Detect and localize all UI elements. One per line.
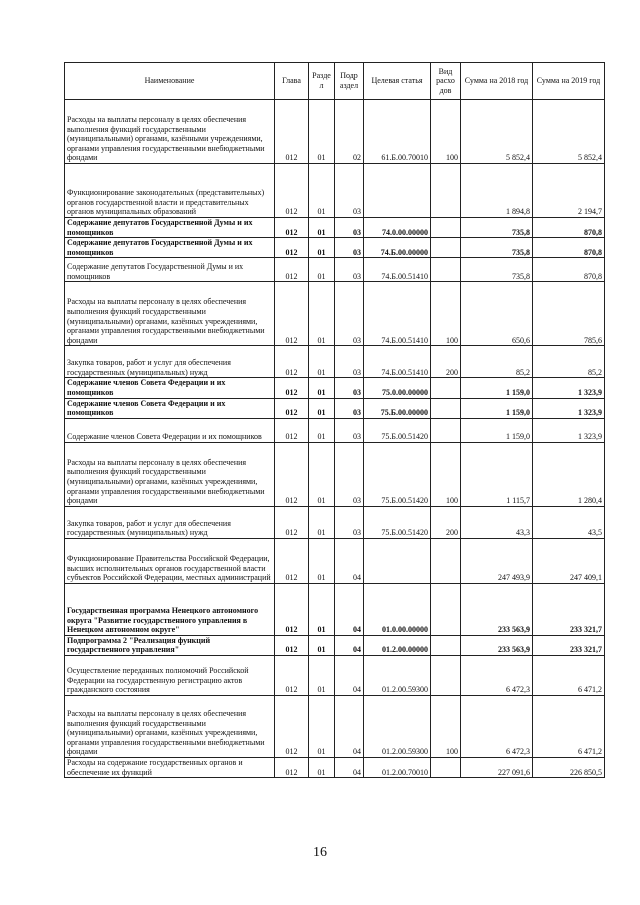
cell-podrazdel: 03 [335,398,364,418]
table-row [65,655,605,695]
cell-name: Содержание членов Совета Федерации и их помощников [65,378,275,398]
cell-name: Государственная программа Ненецкого автономного округа "Развитие государственного управления в Ненецком автономном округе" [65,583,275,635]
cell-razdel: 01 [309,218,335,238]
cell-sum-2019: 785,6 [533,282,605,346]
header-razdel: Разде л [309,63,335,100]
header-podrazdel: Подр аздел [335,63,364,100]
cell-sum-2019: 43,5 [533,506,605,538]
table-row [65,538,605,583]
header-glava: Глава [275,63,309,100]
header-sum-2019: Сумма на 2019 год [533,63,605,100]
cell-sum-2018: 247 493,9 [461,538,533,583]
cell-razdel: 01 [309,398,335,418]
table-row [65,506,605,538]
cell-name: Подпрограмма 2 "Реализация функций государственного управления" [65,635,275,655]
cell-razdel: 01 [309,346,335,378]
cell-glava: 012 [275,695,309,757]
table-row [65,282,605,346]
cell-sum-2018: 227 091,6 [461,757,533,777]
cell-vid [431,258,461,282]
cell-sum-2019: 1 280,4 [533,442,605,506]
cell-podrazdel: 03 [335,418,364,442]
cell-podrazdel: 03 [335,164,364,218]
cell-name: Расходы на выплаты персоналу в целях обеспечения выполнения функций государственными (муниципальными) органами, казённых учреждениями, органами управления государственными внебюджетными фондами [65,282,275,346]
cell-sum-2019: 870,8 [533,218,605,238]
cell-sum-2019: 6 471,2 [533,695,605,757]
table-row [65,218,605,238]
cell-target: 75.0.00.00000 [364,378,431,398]
cell-sum-2019: 226 850,5 [533,757,605,777]
cell-sum-2018: 5 852,4 [461,100,533,164]
cell-target: 01.2.00.00000 [364,635,431,655]
cell-podrazdel: 03 [335,238,364,258]
cell-target: 75.Б.00.51420 [364,418,431,442]
cell-podrazdel: 03 [335,218,364,238]
cell-vid [431,218,461,238]
cell-name: Расходы на выплаты персоналу в целях обеспечения выполнения функций государственными (муниципальными) органами, казённых учреждениями, органами управления государственными внебюджетными фондами [65,442,275,506]
cell-target: 01.0.00.00000 [364,583,431,635]
cell-vid [431,655,461,695]
cell-sum-2019: 5 852,4 [533,100,605,164]
cell-target: 61.Б.00.70010 [364,100,431,164]
cell-target: 75.Б.00.51420 [364,506,431,538]
cell-podrazdel: 03 [335,258,364,282]
cell-glava: 012 [275,164,309,218]
cell-target: 74.Б.00.00000 [364,238,431,258]
cell-vid: 100 [431,100,461,164]
cell-razdel: 01 [309,100,335,164]
table-row [65,238,605,258]
cell-target: 01.2.00.59300 [364,695,431,757]
cell-sum-2019: 233 321,7 [533,583,605,635]
cell-sum-2018: 735,8 [461,218,533,238]
cell-sum-2018: 43,3 [461,506,533,538]
cell-razdel: 01 [309,757,335,777]
cell-podrazdel: 02 [335,100,364,164]
page-number: 16 [313,845,327,860]
table-row [65,635,605,655]
cell-razdel: 01 [309,635,335,655]
cell-name: Содержание членов Совета Федерации и их помощников [65,418,275,442]
cell-glava: 012 [275,398,309,418]
cell-podrazdel: 03 [335,346,364,378]
table-row [65,346,605,378]
cell-razdel: 01 [309,282,335,346]
cell-razdel: 01 [309,442,335,506]
cell-name: Расходы на выплаты персоналу в целях обеспечения выполнения функций государственными (муниципальными) органами, казёнными учреждениями, органами управления государственными внебюджетными фондами [65,100,275,164]
cell-sum-2018: 735,8 [461,238,533,258]
table-row [65,418,605,442]
cell-razdel: 01 [309,506,335,538]
cell-target: 75.Б.00.00000 [364,398,431,418]
cell-sum-2019: 1 323,9 [533,398,605,418]
cell-podrazdel: 03 [335,282,364,346]
cell-glava: 012 [275,378,309,398]
cell-sum-2019: 870,8 [533,258,605,282]
cell-name: Закупка товаров, работ и услуг для обеспечения государственных (муниципальных) нужд [65,506,275,538]
header-vid: Вид расхо дов [431,63,461,100]
cell-glava: 012 [275,506,309,538]
cell-target: 74.Б.00.51410 [364,258,431,282]
header-sum-2018: Сумма на 2018 год [461,63,533,100]
cell-sum-2019: 2 194,7 [533,164,605,218]
cell-name: Осуществление переданных полномочий Российской Федерации на государственную регистрацию актов гражданского состояния [65,655,275,695]
cell-vid [431,164,461,218]
cell-podrazdel: 04 [335,538,364,583]
budget-table [64,62,605,778]
cell-sum-2019: 233 321,7 [533,635,605,655]
table-row [65,164,605,218]
cell-razdel: 01 [309,238,335,258]
cell-vid: 100 [431,442,461,506]
cell-glava: 012 [275,635,309,655]
cell-vid: 200 [431,346,461,378]
cell-sum-2019: 85,2 [533,346,605,378]
cell-vid [431,418,461,442]
table-row [65,258,605,282]
table-row [65,398,605,418]
cell-sum-2018: 1 159,0 [461,378,533,398]
cell-razdel: 01 [309,655,335,695]
cell-sum-2018: 650,6 [461,282,533,346]
cell-name: Функционирование законодательных (представительных) органов государственной власти и представительных органов муниципальных образований [65,164,275,218]
cell-glava: 012 [275,418,309,442]
cell-vid [431,378,461,398]
cell-glava: 012 [275,282,309,346]
cell-podrazdel: 04 [335,695,364,757]
cell-sum-2018: 1 159,0 [461,398,533,418]
cell-podrazdel: 04 [335,635,364,655]
cell-target: 74.Б.00.51410 [364,346,431,378]
cell-sum-2018: 85,2 [461,346,533,378]
cell-vid: 200 [431,506,461,538]
cell-podrazdel: 03 [335,378,364,398]
cell-glava: 012 [275,538,309,583]
cell-target: 74.0.00.00000 [364,218,431,238]
cell-razdel: 01 [309,258,335,282]
cell-sum-2019: 1 323,9 [533,418,605,442]
cell-glava: 012 [275,100,309,164]
cell-glava: 012 [275,258,309,282]
cell-glava: 012 [275,583,309,635]
cell-sum-2019: 6 471,2 [533,655,605,695]
cell-vid: 100 [431,282,461,346]
header-name: Наименование [65,63,275,100]
cell-vid [431,538,461,583]
cell-sum-2019: 1 323,9 [533,378,605,398]
cell-vid [431,583,461,635]
cell-sum-2019: 870,8 [533,238,605,258]
cell-sum-2018: 233 563,9 [461,583,533,635]
table-row [65,583,605,635]
table-row [65,378,605,398]
cell-sum-2018: 6 472,3 [461,695,533,757]
table-row [65,695,605,757]
cell-name: Содержание членов Совета Федерации и их помощников [65,398,275,418]
cell-target [364,538,431,583]
cell-razdel: 01 [309,538,335,583]
cell-target: 75.Б.00.51420 [364,442,431,506]
cell-glava: 012 [275,757,309,777]
cell-vid [431,398,461,418]
table-row [65,757,605,777]
cell-razdel: 01 [309,583,335,635]
header-target: Целевая статья [364,63,431,100]
cell-sum-2018: 1 115,7 [461,442,533,506]
cell-target: 01.2.00.59300 [364,655,431,695]
cell-vid [431,757,461,777]
cell-podrazdel: 03 [335,506,364,538]
cell-podrazdel: 04 [335,583,364,635]
table-row [65,442,605,506]
cell-glava: 012 [275,346,309,378]
cell-sum-2019: 247 409,1 [533,538,605,583]
cell-name: Содержание депутатов Государственной Думы и их помощников [65,218,275,238]
table-header-row [65,63,605,100]
cell-sum-2018: 1 894,8 [461,164,533,218]
cell-razdel: 01 [309,164,335,218]
cell-target: 01.2.00.70010 [364,757,431,777]
cell-podrazdel: 04 [335,655,364,695]
cell-podrazdel: 03 [335,442,364,506]
cell-name: Содержание депутатов Государственной Думы и их помощников [65,258,275,282]
cell-glava: 012 [275,655,309,695]
cell-glava: 012 [275,442,309,506]
cell-glava: 012 [275,218,309,238]
cell-name: Расходы на содержание государственных органов и обеспечение их функций [65,757,275,777]
cell-vid [431,635,461,655]
cell-podrazdel: 04 [335,757,364,777]
cell-sum-2018: 6 472,3 [461,655,533,695]
cell-vid [431,238,461,258]
cell-name: Функционирование Правительства Российской Федерации, высших исполнительных органов государственной власти субъектов Российской Федерации, местных администраций [65,538,275,583]
cell-sum-2018: 233 563,9 [461,635,533,655]
cell-sum-2018: 1 159,0 [461,418,533,442]
cell-glava: 012 [275,238,309,258]
cell-razdel: 01 [309,378,335,398]
cell-sum-2018: 735,8 [461,258,533,282]
cell-name: Расходы на выплаты персоналу в целях обеспечения выполнения функций государственными (муниципальными) органами, казённых учреждениями, органами управления государственными внебюджетными фондами [65,695,275,757]
cell-name: Содержание депутатов Государственной Думы и их помощников [65,238,275,258]
cell-target: 74.Б.00.51410 [364,282,431,346]
cell-target [364,164,431,218]
table-row [65,100,605,164]
cell-razdel: 01 [309,695,335,757]
cell-razdel: 01 [309,418,335,442]
cell-vid: 100 [431,695,461,757]
cell-name: Закупка товаров, работ и услуг для обеспечения государственных (муниципальных) нужд [65,346,275,378]
